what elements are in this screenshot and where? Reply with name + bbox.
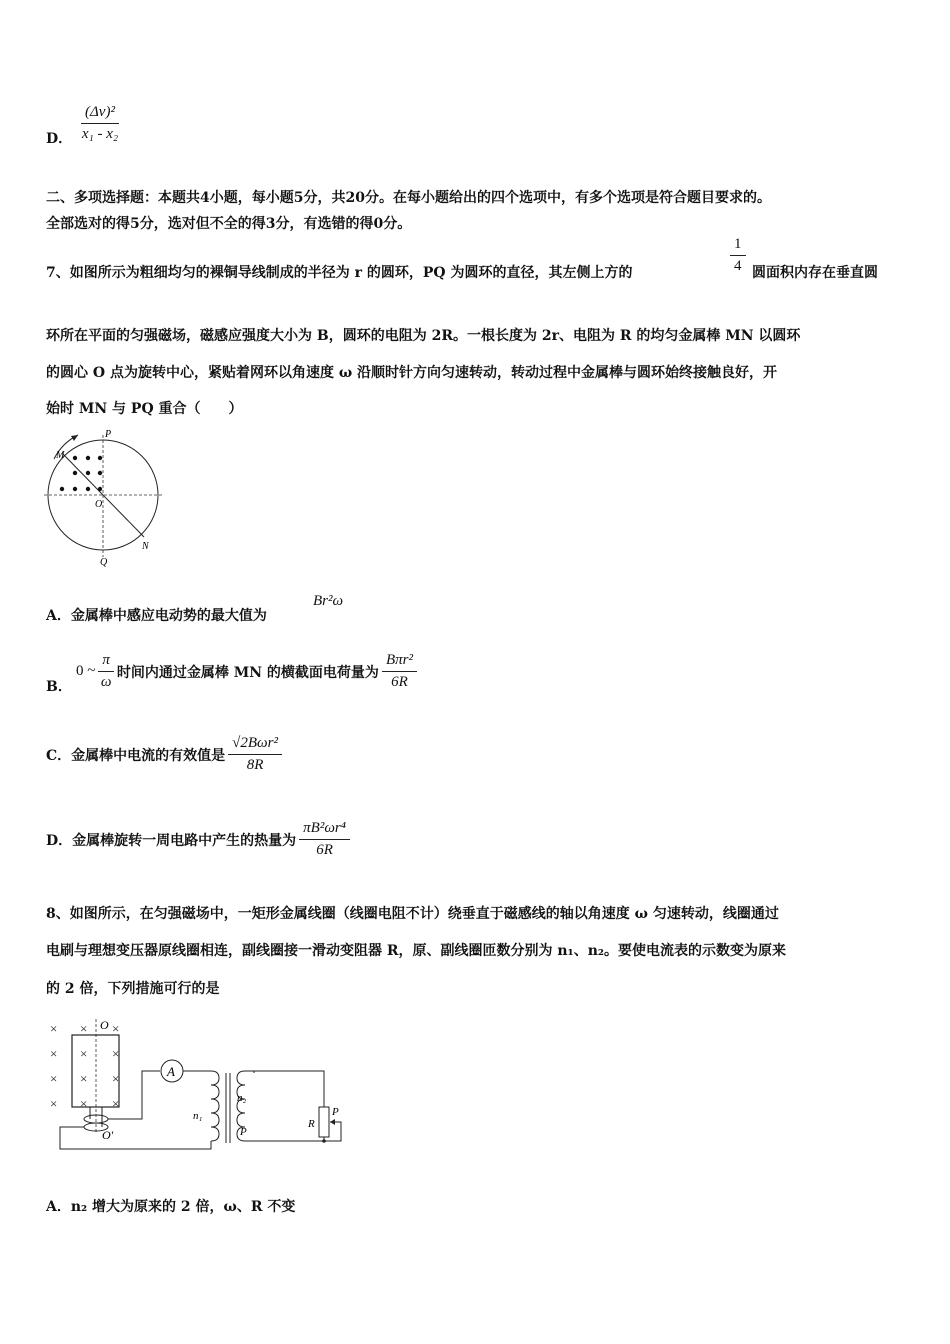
q7-quarter-fraction [727,236,749,275]
fraction-denominator: 8R [246,757,264,773]
label-p: P [105,429,112,440]
slider-arrow [330,1119,335,1125]
svg-text:×: × [80,1071,88,1086]
q7-option-b-label [46,676,72,696]
svg-text:×: × [112,1021,120,1036]
svg-text:×: × [50,1096,58,1111]
fraction-denominator: 6R [391,674,408,690]
section-heading-line2: 全部选对的得5分，选对但不全的得3分，有选错的得0分。 [46,216,412,232]
label-o: O [95,499,103,510]
fraction-denominator: 6R [316,842,333,858]
fraction-numerator: (Δv)² [81,104,119,124]
q8-line2: 电刷与理想变压器原线圈相连，副线圈接一滑动变阻器 R，原、副线圈匝数分别为 n₁、n₂。要使电流表的示数变为原来 [46,943,787,959]
range-prefix: 0 ~ [76,663,96,679]
q7-circle-figure [40,425,170,570]
section-heading-line1: 二、多项选择题：本题共4小题，每小题5分，共20分。在每小题给出的四个选项中，有多个选项是符合题目要求的。 [46,190,771,206]
svg-text:×: × [50,1021,58,1036]
q7-line3: 的圆心 O 点为旋转中心，紧贴着网环以角速度 ω 沿顺时针方向匀速转动，转动过程中金属棒与圆环始终接触良好，开 [46,365,778,381]
svg-text:×: × [112,1071,120,1086]
option-a-formula: Br²ω [313,593,344,609]
q8-circuit-figure [46,1015,356,1155]
q7-line1b: 圆面积内存在垂直圆 [752,265,878,281]
svg-text:×: × [80,1046,88,1061]
q8-line1: 8、如图所示，在匀强磁场中，一矩形金属线圈（线圈电阻不计）绕垂直于磁感线的轴以角速度 ω 匀速转动，线圈通过 [46,906,779,922]
fraction-denominator: x₁ - x₂ [81,126,119,142]
svg-text:×: × [50,1071,58,1086]
primary-coil [211,1071,219,1141]
q8-line3: 的 2 倍，下列措施可行的是 [46,981,220,997]
prev-option-d [46,128,72,148]
fraction-denominator: 4 [734,258,742,274]
ammeter-label: A [167,1064,175,1079]
label-m: M [56,450,65,461]
q7-line2: 环所在平面的匀强磁场，磁感应强度大小为 B，圆环的电阻为 2R。一根长度为 2r、电阻为 R 的均匀金属棒 MN 以圆环 [46,328,801,344]
label-n2: n₂ [237,1092,247,1104]
q7-line1a: 7、如图所示为粗细均匀的裸铜导线制成的半径为 r 的圆环，PQ 为圆环的直径，其左侧上方的 [46,265,633,281]
wire-return [60,1127,211,1149]
q8-option-a: A．n₂ 增大为原来的 2 倍，ω、R 不变 [46,1199,296,1215]
option-c-text: C．金属棒中电流的有效值是 [46,747,226,764]
label-q: Q [100,557,108,568]
label-o-prime: O' [102,1128,114,1142]
svg-text:×: × [80,1021,88,1036]
option-d-text: D．金属棒旋转一周电路中产生的热量为 [46,832,297,849]
fraction-numerator: πB²ωr⁴ [299,820,350,840]
label-n: N [142,541,149,552]
option-b-text: 时间内通过金属棒 MN 的横截面电荷量为 [116,664,379,681]
svg-text:×: × [50,1046,58,1061]
option-label: D． [46,131,73,147]
fraction-numerator: Bπr² [382,652,417,672]
label-n1: n₁ [193,1110,203,1122]
label-r: R [308,1118,315,1130]
label-p-slider: P [332,1106,339,1118]
fraction-numerator: 1 [730,236,746,256]
svg-text:×: × [80,1096,88,1111]
prev-option-d-fraction [78,104,122,143]
magnetic-field-dots [60,456,102,491]
option-a-text: A．金属棒中感应电动势的最大值为 [46,608,267,624]
label-p-primary: P [240,1126,247,1138]
fraction-numerator: √2Bωr² [228,735,282,755]
q7-option-d [46,820,353,859]
q7-option-a [46,605,267,625]
q7-option-b [76,652,420,691]
svg-text:×: × [112,1046,120,1061]
secondary-wire-bottom [245,1137,324,1141]
option-label: B． [46,679,72,695]
rheostat [319,1107,329,1137]
label-o-axis: O [100,1018,109,1032]
q7-option-c [46,735,285,774]
q7-line4: 始时 MN 与 PQ 重合（ ） [46,401,243,417]
fraction-denominator: ω [100,674,112,690]
secondary-wire-top [245,1071,324,1107]
fraction-numerator: π [98,652,114,672]
svg-text:×: × [112,1096,120,1111]
